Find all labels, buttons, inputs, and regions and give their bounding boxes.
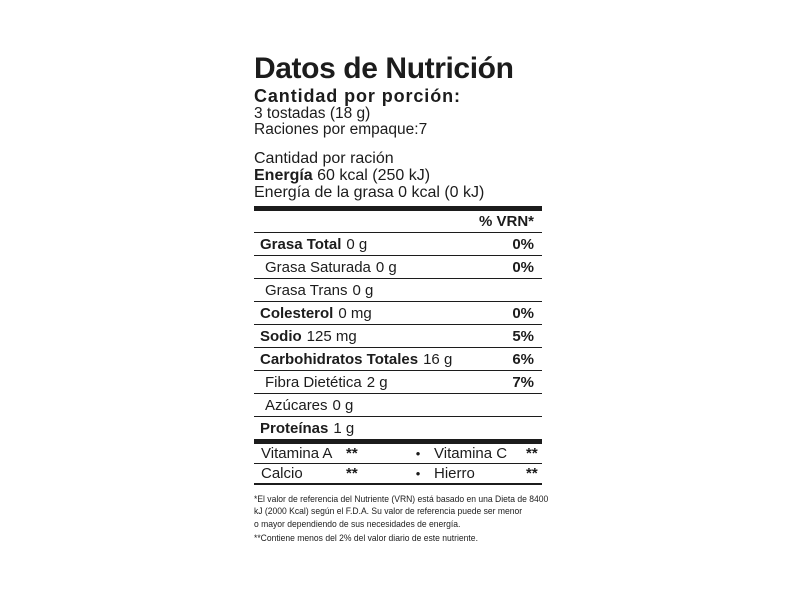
micronutrient-name-left: Vitamina A xyxy=(261,445,333,462)
micronutrient-value-left: ** xyxy=(346,465,358,482)
nutrient-name: Colesterol xyxy=(260,304,334,322)
micronutrient-value-right: ** xyxy=(526,445,538,462)
nutrient-name: Carbohidratos Totales xyxy=(260,350,419,368)
nutrient-amount: 125 mg xyxy=(306,327,357,345)
footnote-line: *El valor de referencia del Nutriente (VRN) está basado en una Dieta de 8400 xyxy=(254,494,549,504)
energy-from-fat-line: Energía de la grasa 0 kcal (0 kJ) xyxy=(254,184,485,201)
servings-per-pack: Raciones por empaque:7 xyxy=(254,121,428,138)
nutrient-row xyxy=(254,394,542,417)
energy-line xyxy=(254,167,542,184)
nutrient-name: Sodio xyxy=(260,327,302,345)
nutrient-name: Azúcares xyxy=(265,396,328,414)
nutrient-amount: 1 g xyxy=(333,419,355,437)
nutrient-amount: 0 g xyxy=(346,235,368,253)
micronutrient-value-left: ** xyxy=(346,445,358,462)
nutrient-amount: 0 g xyxy=(352,281,374,299)
nutrient-daily-value: 0% xyxy=(512,258,534,276)
nutrient-name: Fibra Dietética xyxy=(265,373,362,391)
nutrient-amount: 0 g xyxy=(332,396,354,414)
nutrient-name: Grasa Trans xyxy=(265,281,348,299)
micronutrient-name-right: Vitamina C xyxy=(434,445,508,462)
footnote xyxy=(254,493,549,545)
serving-size-heading: Cantidad por porción: xyxy=(254,86,461,106)
nutrient-amount: 0 g xyxy=(375,258,397,276)
bullet-separator: • xyxy=(415,466,421,481)
nutrient-table xyxy=(254,233,542,439)
nutrient-amount: 2 g xyxy=(366,373,388,391)
nutrient-row xyxy=(254,233,542,256)
energy-name: Energía xyxy=(254,167,313,184)
nutrient-row xyxy=(254,279,542,302)
nutrient-name: Grasa Saturada xyxy=(265,258,371,276)
nutrient-row xyxy=(254,302,542,325)
nutrient-row xyxy=(254,371,542,394)
nutrient-row xyxy=(254,348,542,371)
micronutrient-name-right: Hierro xyxy=(434,465,475,482)
nutrient-row xyxy=(254,417,542,439)
nutrient-row xyxy=(254,256,542,279)
nutrient-amount: 16 g xyxy=(423,350,453,368)
dv-header-label: % VRN* xyxy=(478,213,534,230)
footnote-line: **Contiene menos del 2% del valor diario de este nutriente. xyxy=(254,533,478,544)
nutrition-label xyxy=(254,52,549,545)
micronutrient-value-right: ** xyxy=(526,465,538,482)
nutrient-amount: 0 mg xyxy=(338,304,372,322)
nutrient-daily-value: 0% xyxy=(512,235,534,253)
nutrient-daily-value: 6% xyxy=(512,350,534,368)
bullet-separator: • xyxy=(415,446,421,461)
serving-size-value: 3 tostadas (18 g) xyxy=(254,105,371,122)
micronutrient-name-left: Calcio xyxy=(261,465,303,482)
micronutrient-table xyxy=(254,444,542,483)
nutrient-name: Proteínas xyxy=(260,419,329,437)
micronutrient-row xyxy=(254,444,542,464)
medium-divider xyxy=(254,483,542,485)
per-serving-section xyxy=(254,150,542,201)
per-serving-heading: Cantidad por ración xyxy=(254,150,394,167)
nutrient-row xyxy=(254,325,542,348)
nutrient-daily-value: 7% xyxy=(512,373,534,391)
micronutrient-row xyxy=(254,464,542,483)
nutrient-daily-value: 0% xyxy=(512,304,534,322)
serving-info-section xyxy=(254,87,542,138)
energy-value: 60 kcal (250 kJ) xyxy=(317,167,431,184)
footnote-line: kJ (2000 Kcal) según el F.D.A. Su valor de referencia puede ser menor xyxy=(254,506,523,517)
nutrient-name: Grasa Total xyxy=(260,235,342,253)
label-title: Datos de Nutrición xyxy=(254,52,514,85)
dv-header-row xyxy=(254,211,542,233)
nutrient-daily-value: 5% xyxy=(512,327,534,345)
footnote-line: o mayor dependiendo de sus necesidades de energía. xyxy=(254,518,461,529)
